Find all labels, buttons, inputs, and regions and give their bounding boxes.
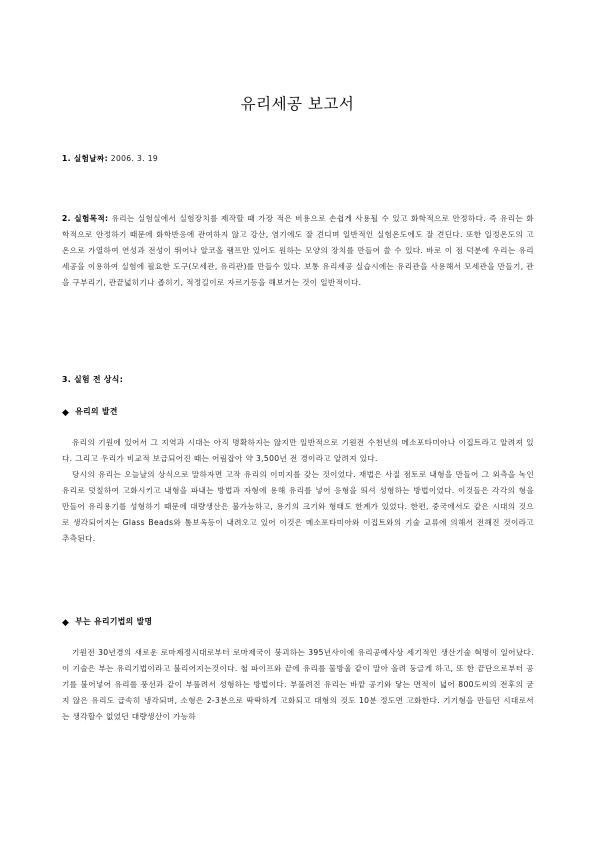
origin-paragraph-1: 유리의 기원에 있어서 그 지역과 시대는 아직 명확하지는 않지만 일반적으로 기원전 수천년의 메소포타미아나 이집트라고 알려져 있다. 그리고 우리가 비교적 보급되어진 때는 어림잡아 약 3,500년 전 경이라고 알려져 있다. [62,438,534,463]
origin-paragraph-2: 당시의 유리는 오늘날의 상식으로 말하자면 고작 유리의 이미지를 갖는 것이었다. 재법은 사질 점토로 내형을 만들어 그 외측을 녹인 유리로 덧칠하여 고화시키고 내형을 파내는 방법과 자형에 용해 유리를 넣어 응형을 띄셔 성형하는 방법이었다. 이것들은 각각의 형을 만들어 유리용기를 성형하기 때문에 대량생산은 불가능하고, 용기의 크기와 형태도 한계가 있었다. 한편, 중국에서도 같은 시대의 것으로 생각되어지는 Glass Beads와 톰보옥등이 내려오고 있어 이것은 메소포타미아와 이집트와의 기술 교류에 의해서 전해진 것이라고 추측된다. [62,470,534,543]
date-section [62,151,534,167]
date-label: 1. 실험날짜: [62,154,108,163]
diamond-bullet-icon: ◆ [62,408,70,418]
origin-heading-row [62,406,118,418]
knowledge-heading: 3. 실험 전 상식: [62,375,124,384]
purpose-section [62,211,534,291]
blowing-paragraph-1: 기원전 30년경의 새로운 로마제정시대로부터 로마제국이 붕괴하는 395년사이에 유리공예사상 세기적인 생산기술 혁명이 일어났다. 이 기술은 부는 유리기법이라고 불리어지는것이다. 철 파이프와 끝에 유리를 물방울 같이 말아 올려 둥글게 하고, 또 한 끝단으로부터 공기를 불어넣어 유리를 풍선과 같이 부풀려서 성형하는 방법이다. 부풀려진 유리는 바깥 공기와 닿는 면적이 넓어 800도씨의 전후의 굳지 않은 유리도 급속히 냉각되며, 소형은 2-3분으로 딱딱하게 고화되고 대형의 것도 10분 정도면 고화한다. 기기형을 만들던 시대로서는 생각할수 없었던 대량생산이 가능하 [62,648,534,721]
purpose-text: 유리는 실험실에서 실험장치를 제작할 때 가장 적은 비용으로 손쉽게 사용될 수 있고 화학적으로 안정하다. 즉 유리는 화학적으로 안정하기 때문에 화학반응에 관여하지 않고 강산, 염기에도 잘 견디며 일반적인 실험온도에도 잘 견딘다. 또한 일정온도의 고온으로 가열하여 연성과 전성이 뛰어나 알코올 램프만 있어도 원하는 모양의 장치를 만들어 쓸 수 있다. 바로 이 점 덕분에 우리는 유리세공을 이용하여 실험에 필요한 도구(모세관, 유리관)를 만들수 있다. 보통 유리세공 실습시에는 유리관을 사용해서 모세관을 만들기, 관을 구부리기, 관끝넓히기나 좁히기, 적정길이로 자르기등을 해보거는 것이 일반적이다. [62,214,534,287]
date-value: 2006. 3. 19 [110,154,159,163]
blowing-heading-row [62,616,152,628]
origin-body [62,435,534,547]
document-title: 유리세공 보고서 [240,95,355,113]
blowing-body [62,645,534,725]
blowing-heading: 부는 유리기법의 발명 [75,617,153,626]
origin-heading: 유리의 발견 [75,407,118,416]
diamond-bullet-icon: ◆ [62,618,70,628]
purpose-label: 2. 실험목적: [62,214,109,223]
